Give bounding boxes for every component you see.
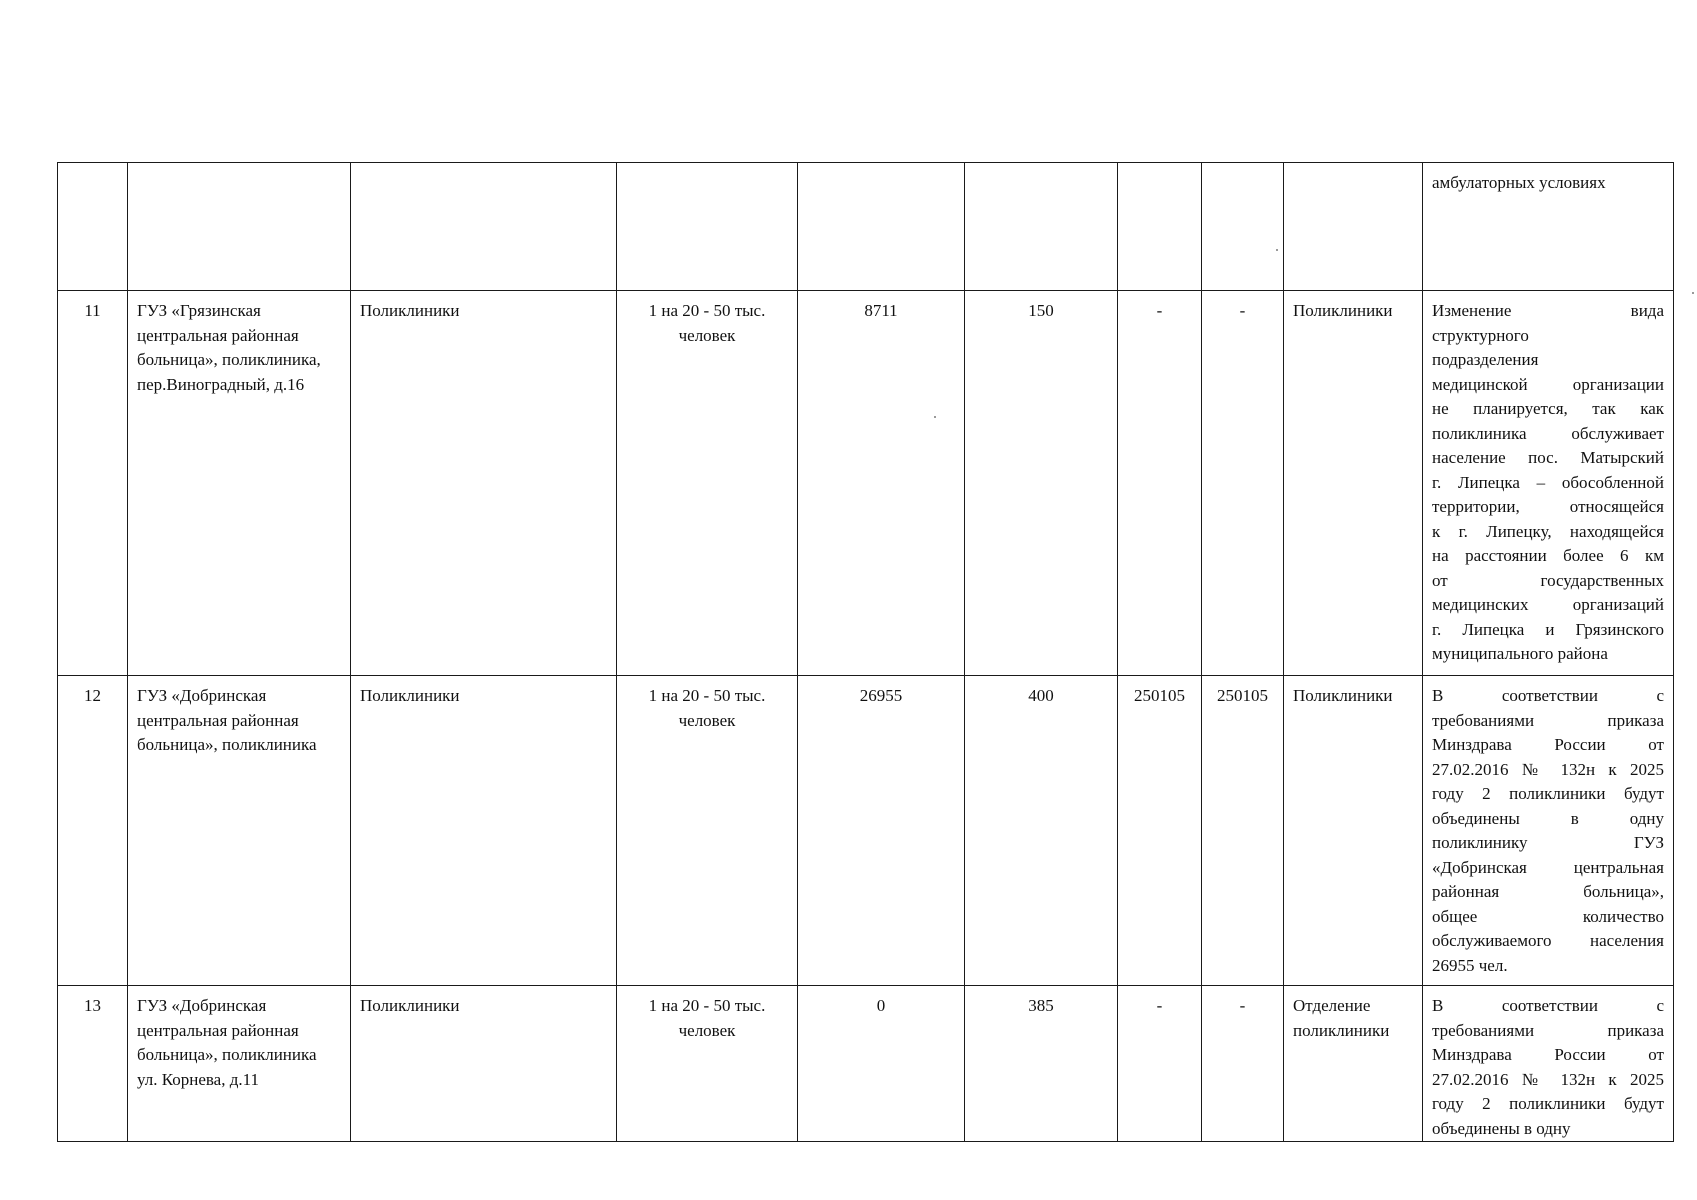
cell-val-b	[1202, 163, 1284, 291]
table-row	[58, 291, 1674, 676]
cell-val-a: -	[1118, 291, 1202, 676]
cell-population	[798, 163, 965, 291]
cell-val-a: -	[1118, 986, 1202, 1142]
cell-org: ГУЗ «Добринская центральная районная больница», поликлиника ул. Корнева, д.11	[128, 986, 351, 1142]
cell-num: 13	[58, 986, 128, 1142]
cell-norm	[617, 163, 798, 291]
table-row	[58, 676, 1674, 986]
cell-planned-type	[1284, 163, 1423, 291]
table-row-continued	[58, 163, 1674, 291]
cell-type	[351, 163, 617, 291]
cell-population: 26955	[798, 676, 965, 986]
cell-planned-type: Поликлиники	[1284, 291, 1423, 676]
cell-num: 11	[58, 291, 128, 676]
cell-note: Изменение вида структурного подразделения медицинской организации не планируется, так как поликлиника обслуживает население пос. Матырский г. Липецка – обособленной территории, относящейся к г. Липецку, находящейся на расстоянии более 6 км от государственных медицинских организаций г. Липецка и Грязинского муниципального района	[1423, 291, 1674, 676]
cell-planned-type: Отделение поликлиники	[1284, 986, 1423, 1142]
cell-capacity: 385	[965, 986, 1118, 1142]
cell-org: ГУЗ «Грязинская центральная районная больница», поликлиника, пер.Виноградный, д.16	[128, 291, 351, 676]
cell-val-b: 250105	[1202, 676, 1284, 986]
cell-type: Поликлиники	[351, 986, 617, 1142]
cell-val-b: -	[1202, 291, 1284, 676]
table-row	[58, 986, 1674, 1142]
cell-note: амбулаторных условиях	[1423, 163, 1674, 291]
cell-norm: 1 на 20 - 50 тыс. человек	[617, 291, 798, 676]
cell-capacity	[965, 163, 1118, 291]
cell-org	[128, 163, 351, 291]
cell-population: 0	[798, 986, 965, 1142]
cell-planned-type: Поликлиники	[1284, 676, 1423, 986]
cell-population: 8711	[798, 291, 965, 676]
cell-num	[58, 163, 128, 291]
facilities-table	[57, 162, 1674, 1142]
cell-val-b: -	[1202, 986, 1284, 1142]
cell-capacity: 150	[965, 291, 1118, 676]
cell-org: ГУЗ «Добринская центральная районная больница», поликлиника	[128, 676, 351, 986]
cell-val-a: 250105	[1118, 676, 1202, 986]
cell-val-a	[1118, 163, 1202, 291]
cell-type: Поликлиники	[351, 676, 617, 986]
cell-norm: 1 на 20 - 50 тыс. человек	[617, 986, 798, 1142]
cell-note: В соответствии с требованиями приказа Минздрава России от 27.02.2016 № 132н к 2025 году 2 поликлиники будут объединены в одну поликлинику ГУЗ «Добринская центральная районная больница», общее количество обслуживаемого населения 26955 чел.	[1423, 676, 1674, 986]
cell-type: Поликлиники	[351, 291, 617, 676]
scan-speck	[1692, 292, 1694, 294]
cell-norm: 1 на 20 - 50 тыс. человек	[617, 676, 798, 986]
cell-capacity: 400	[965, 676, 1118, 986]
cell-num: 12	[58, 676, 128, 986]
cell-note: В соответствии с требованиями приказа Минздрава России от 27.02.2016 № 132н к 2025 году 2 поликлиники будут объединены в одну	[1423, 986, 1674, 1142]
